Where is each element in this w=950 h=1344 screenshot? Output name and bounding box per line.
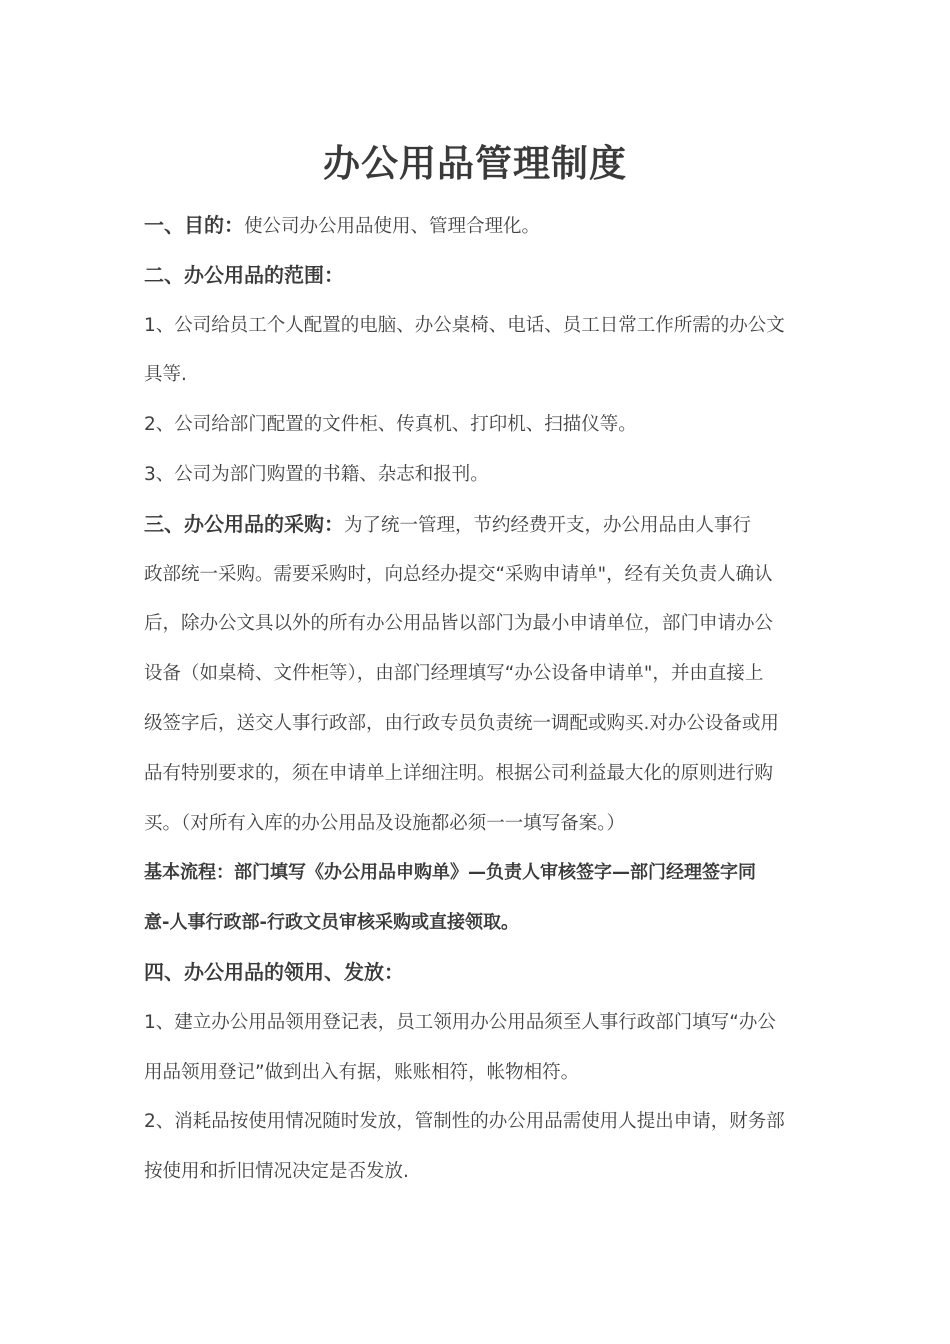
section-distribution-heading: 四、办公用品的领用、发放： xyxy=(144,959,404,984)
distribution-item-1-line-1: 1、建立办公用品领用登记表，员工领用办公用品须至人事行政部门填写“办公 xyxy=(144,1011,776,1033)
section-scope-heading: 二、办公用品的范围： xyxy=(144,262,344,287)
purchase-flow-line-1: 基本流程：部门填写《办公用品申购单》—负责人审核签字—部门经理签字同 xyxy=(144,862,756,884)
purchase-line-1: 为了统一管理，节约经费开支，办公用品由人事行 xyxy=(344,514,752,536)
purchase-line-3: 后，除办公文具以外的所有办公用品皆以部门为最小申请单位，部门申请办公 xyxy=(144,613,774,635)
document-title: 办公用品管理制度 xyxy=(323,142,627,185)
purchase-line-5: 级签字后，送交人事行政部，由行政专员负责统一调配或购买.对办公设备或用 xyxy=(144,712,779,734)
scope-item-3: 3、公司为部门购置的书籍、杂志和报刊。 xyxy=(144,463,489,485)
section-purpose-text: 使公司办公用品使用、管理合理化。 xyxy=(244,216,541,237)
purchase-line-4: 设备（如桌椅、文件柜等），由部门经理填写“办公设备申请单"，并由直接上 xyxy=(144,663,764,685)
scope-item-2: 2、公司给部门配置的文件柜、传真机、打印机、扫描仪等。 xyxy=(144,414,637,436)
distribution-item-1-line-2: 用品领用登记”做到出入有据，账账相符，帐物相符。 xyxy=(144,1061,580,1083)
purchase-line-6: 品有特别要求的，须在申请单上详细注明。根据公司利益最大化的原则进行购 xyxy=(144,762,774,784)
section-purpose-heading: 一、目的： xyxy=(144,213,244,237)
distribution-item-2-line-1: 2、消耗品按使用情况随时发放，管制性的办公用品需使用人提出申请，财务部 xyxy=(144,1111,785,1133)
section-purpose xyxy=(144,201,808,251)
purchase-line-7: 买。（对所有入库的办公用品及设施都必须一一填写备案。） xyxy=(144,812,626,834)
scope-item-1-line-2: 具等. xyxy=(144,364,187,386)
scope-item-1-line-1: 1、公司给员工个人配置的电脑、办公桌椅、电话、员工日常工作所需的办公文 xyxy=(144,314,785,336)
document-body xyxy=(144,201,808,1197)
section-purchase xyxy=(144,500,808,550)
purchase-line-2: 政部统一采购。需要采购时，向总经办提交“采购申请单"，经有关负责人确认 xyxy=(144,563,773,585)
purchase-flow-line-2: 意-人事行政部-行政文员审核采购或直接领取。 xyxy=(144,912,519,934)
section-scope xyxy=(144,251,808,301)
distribution-item-2-line-2: 按使用和折旧情况决定是否发放. xyxy=(144,1161,409,1183)
section-distribution xyxy=(144,948,808,998)
section-purchase-heading: 三、办公用品的采购： xyxy=(144,511,344,536)
